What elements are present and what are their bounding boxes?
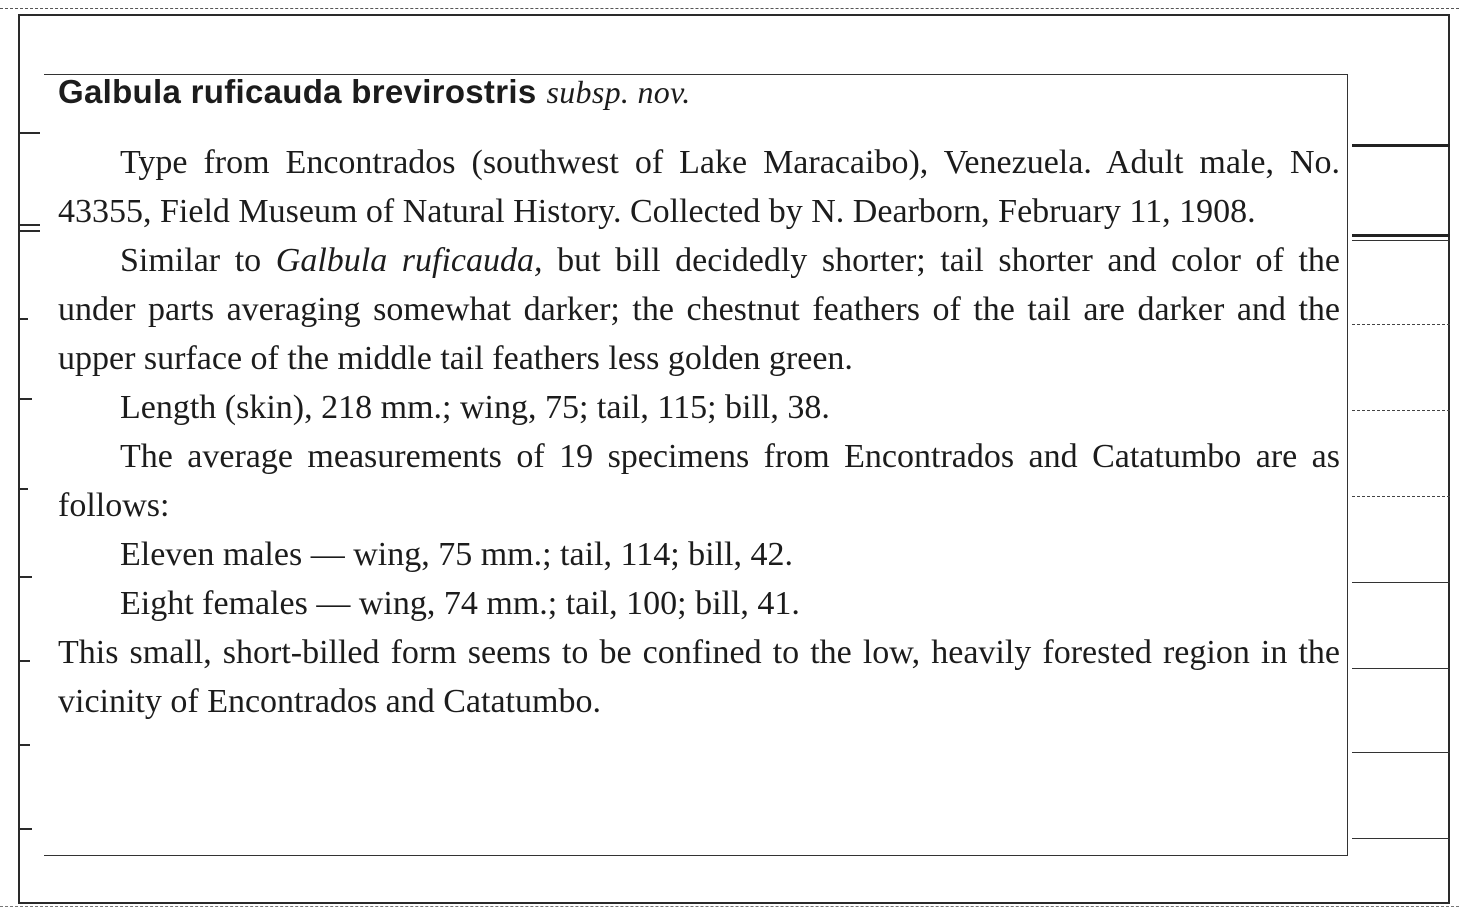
species-name: Galbula ruficauda brevirostris xyxy=(58,73,537,110)
right-margin-rule xyxy=(1352,410,1450,411)
diagnosis-rest: but bill decidedly shorter; tail shorter and color of the under parts averaging somewhat darker; the chestnut feathers of the tail are darker and the upper surface of the middle tail feathers less golden green. xyxy=(58,242,1340,377)
margin-tick xyxy=(18,488,28,490)
species-heading xyxy=(58,68,1340,116)
average-intro-paragraph: The average measurements of 19 specimens from Encontrados and Catatumbo are as follows: xyxy=(58,438,1340,524)
type-info-paragraph: Type from Encontrados (southwest of Lake Maracaibo), Venezuela. Adult male, No. 43355, Field Museum of Natural History. Collected by N. Dearborn, February 11, 1908. xyxy=(58,144,1340,230)
scan-border-top xyxy=(0,8,1459,9)
margin-tick xyxy=(18,398,32,400)
right-margin-rule xyxy=(1352,838,1450,839)
margin-tick xyxy=(18,318,28,320)
right-margin-rule xyxy=(1352,752,1450,753)
right-margin-rule xyxy=(1352,668,1450,669)
right-margin-rule xyxy=(1352,240,1450,241)
margin-tick xyxy=(18,744,30,746)
margin-tick xyxy=(18,660,30,662)
margin-tick xyxy=(18,224,40,226)
right-margin-rule xyxy=(1352,144,1450,147)
right-margin-rule xyxy=(1352,234,1450,237)
species-description xyxy=(58,68,1340,726)
diagnosis-prefix: Similar to xyxy=(120,242,276,279)
diagnosis-paragraph xyxy=(58,236,1340,383)
males-measurements: Eleven males — wing, 75 mm.; tail, 114; bill, 42. xyxy=(120,536,793,573)
measurements-line: Length (skin), 218 mm.; wing, 75; tail, 115; bill, 38. xyxy=(120,389,830,426)
right-margin-rule xyxy=(1352,496,1450,497)
species-qualifier: subsp. nov. xyxy=(546,74,691,110)
left-margin-ruler xyxy=(18,14,44,904)
scan-border-bottom xyxy=(0,906,1459,907)
remarks-paragraph: This small, short-billed form seems to be confined to the low, heavily forested region in the vicinity of Encontrados and Catatumbo. xyxy=(58,634,1340,720)
diagnosis-species: Galbula ruficauda, xyxy=(275,242,543,279)
females-measurements: Eight females — wing, 74 mm.; tail, 100; bill, 41. xyxy=(120,585,800,622)
right-margin-rule xyxy=(1352,324,1450,325)
margin-tick xyxy=(18,230,40,232)
margin-tick xyxy=(18,828,32,830)
right-margin-rule xyxy=(1352,582,1450,583)
margin-tick xyxy=(18,132,40,134)
margin-tick xyxy=(18,576,32,578)
